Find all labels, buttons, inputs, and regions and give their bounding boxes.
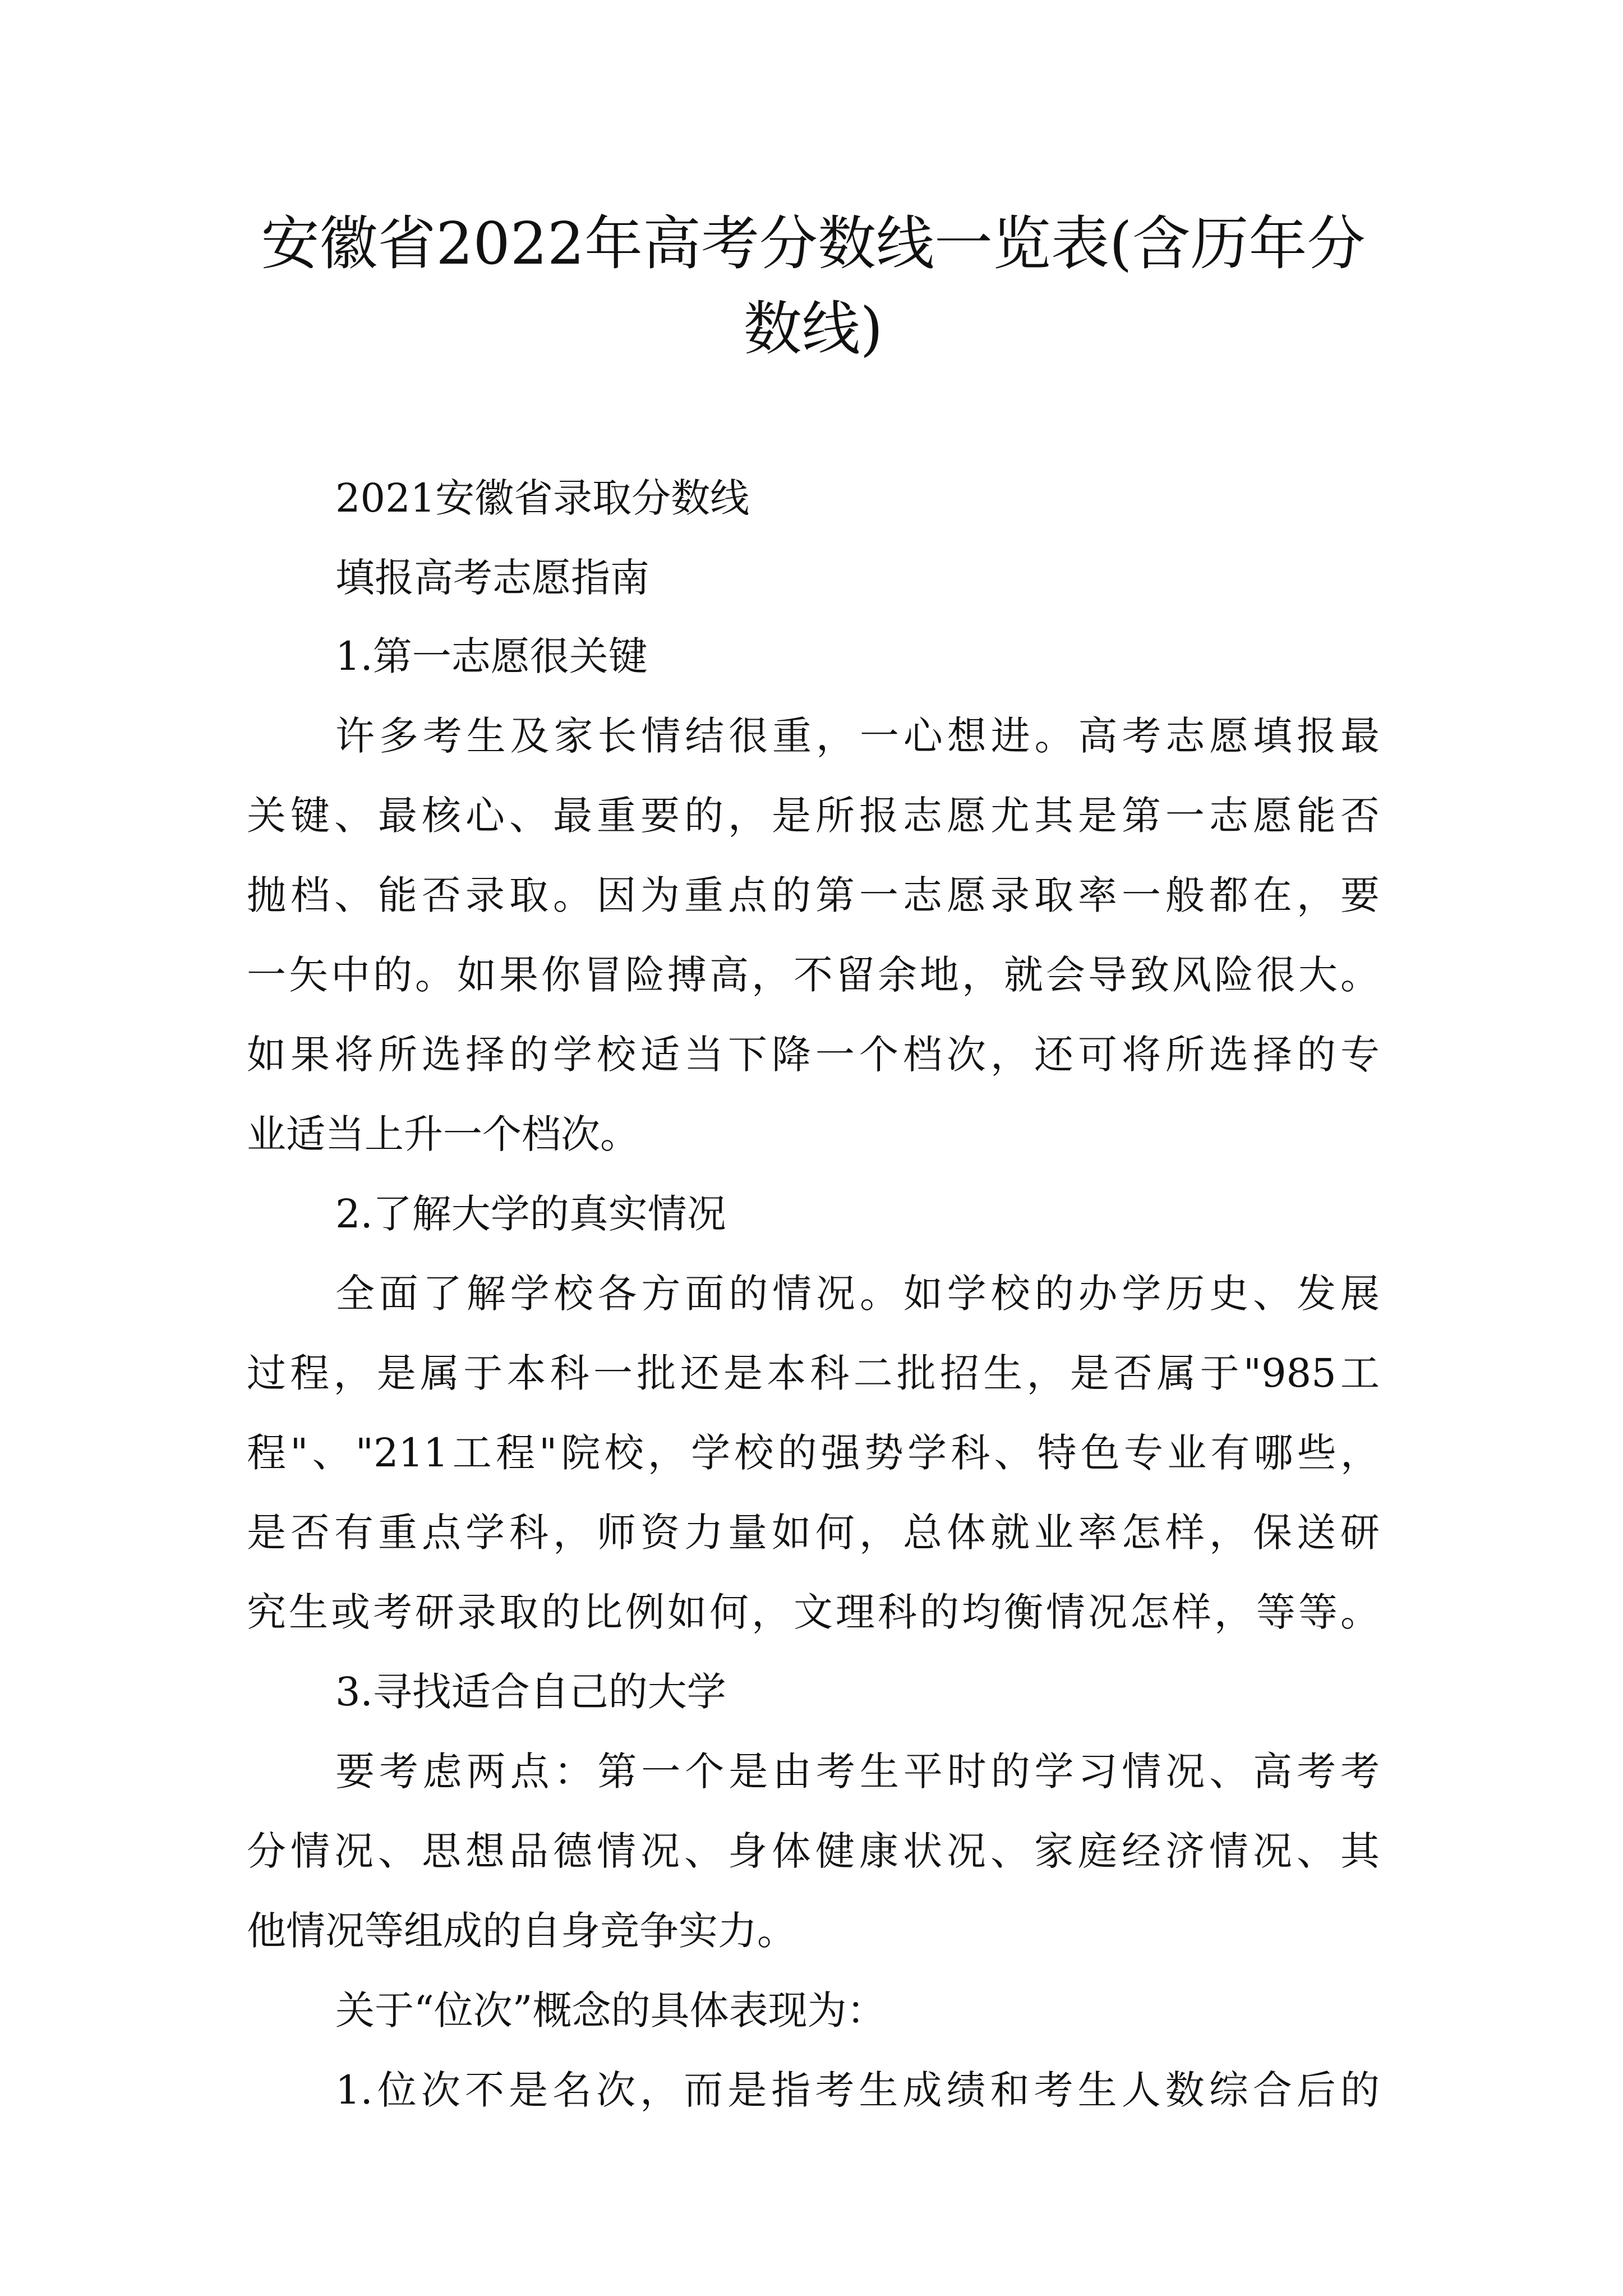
paragraph-line: 1.位次不是名次，而是指考生成绩和考生人数综合后的 <box>335 2067 1380 2113</box>
paragraph-line: 过程，是属于本科一批还是本科二批招生，是否属于"985工 <box>247 1350 1380 1396</box>
paragraph-line: 许多考生及家长情结很重，一心想进。高考志愿填报最 <box>335 713 1380 759</box>
paragraph-line: 抛档、能否录取。因为重点的第一志愿录取率一般都在，要 <box>247 872 1380 918</box>
document-title-line-1: 安徽省2022年高考分数线一览表(含历年分 <box>261 209 1366 278</box>
subsection-heading: 2.了解大学的真实情况 <box>335 1191 726 1237</box>
paragraph-line: 要考虑两点：第一个是由考生平时的学习情况、高考考 <box>335 1749 1380 1795</box>
subsection-heading: 3.寻找适合自己的大学 <box>335 1669 726 1715</box>
paragraph-line: 他情况等组成的自身竞争实力。 <box>247 1908 796 1954</box>
paragraph-line: 全面了解学校各方面的情况。如学校的办学历史、发展 <box>335 1271 1380 1317</box>
subsection-heading: 1.第一志愿很关键 <box>335 633 648 679</box>
paragraph-line: 业适当上升一个档次。 <box>247 1111 639 1157</box>
paragraph-line: 如果将所选择的学校适当下降一个档次，还可将所选择的专 <box>247 1032 1380 1078</box>
paragraph-line: 一矢中的。如果你冒险搏高，不留余地，就会导致风险很大。 <box>247 952 1380 998</box>
paragraph-line: 是否有重点学科，师资力量如何，总体就业率怎样，保送研 <box>247 1510 1380 1556</box>
document-title-line-2: 数线) <box>743 295 883 363</box>
paragraph-line: 究生或考研录取的比例如何，文理科的均衡情况怎样，等等。 <box>247 1589 1380 1635</box>
section-heading: 2021安徽省录取分数线 <box>335 475 750 521</box>
paragraph-line: 分情况、思想品德情况、身体健康状况、家庭经济情况、其 <box>247 1828 1380 1874</box>
section-heading: 填报高考志愿指南 <box>335 555 649 601</box>
paragraph-line: 关键、最核心、最重要的，是所报志愿尤其是第一志愿能否 <box>247 793 1380 839</box>
paragraph-line: 程"、"211工程"院校，学校的强势学科、特色专业有哪些， <box>247 1430 1380 1476</box>
paragraph-line: 关于“位次”概念的具体表现为： <box>335 1987 886 2033</box>
